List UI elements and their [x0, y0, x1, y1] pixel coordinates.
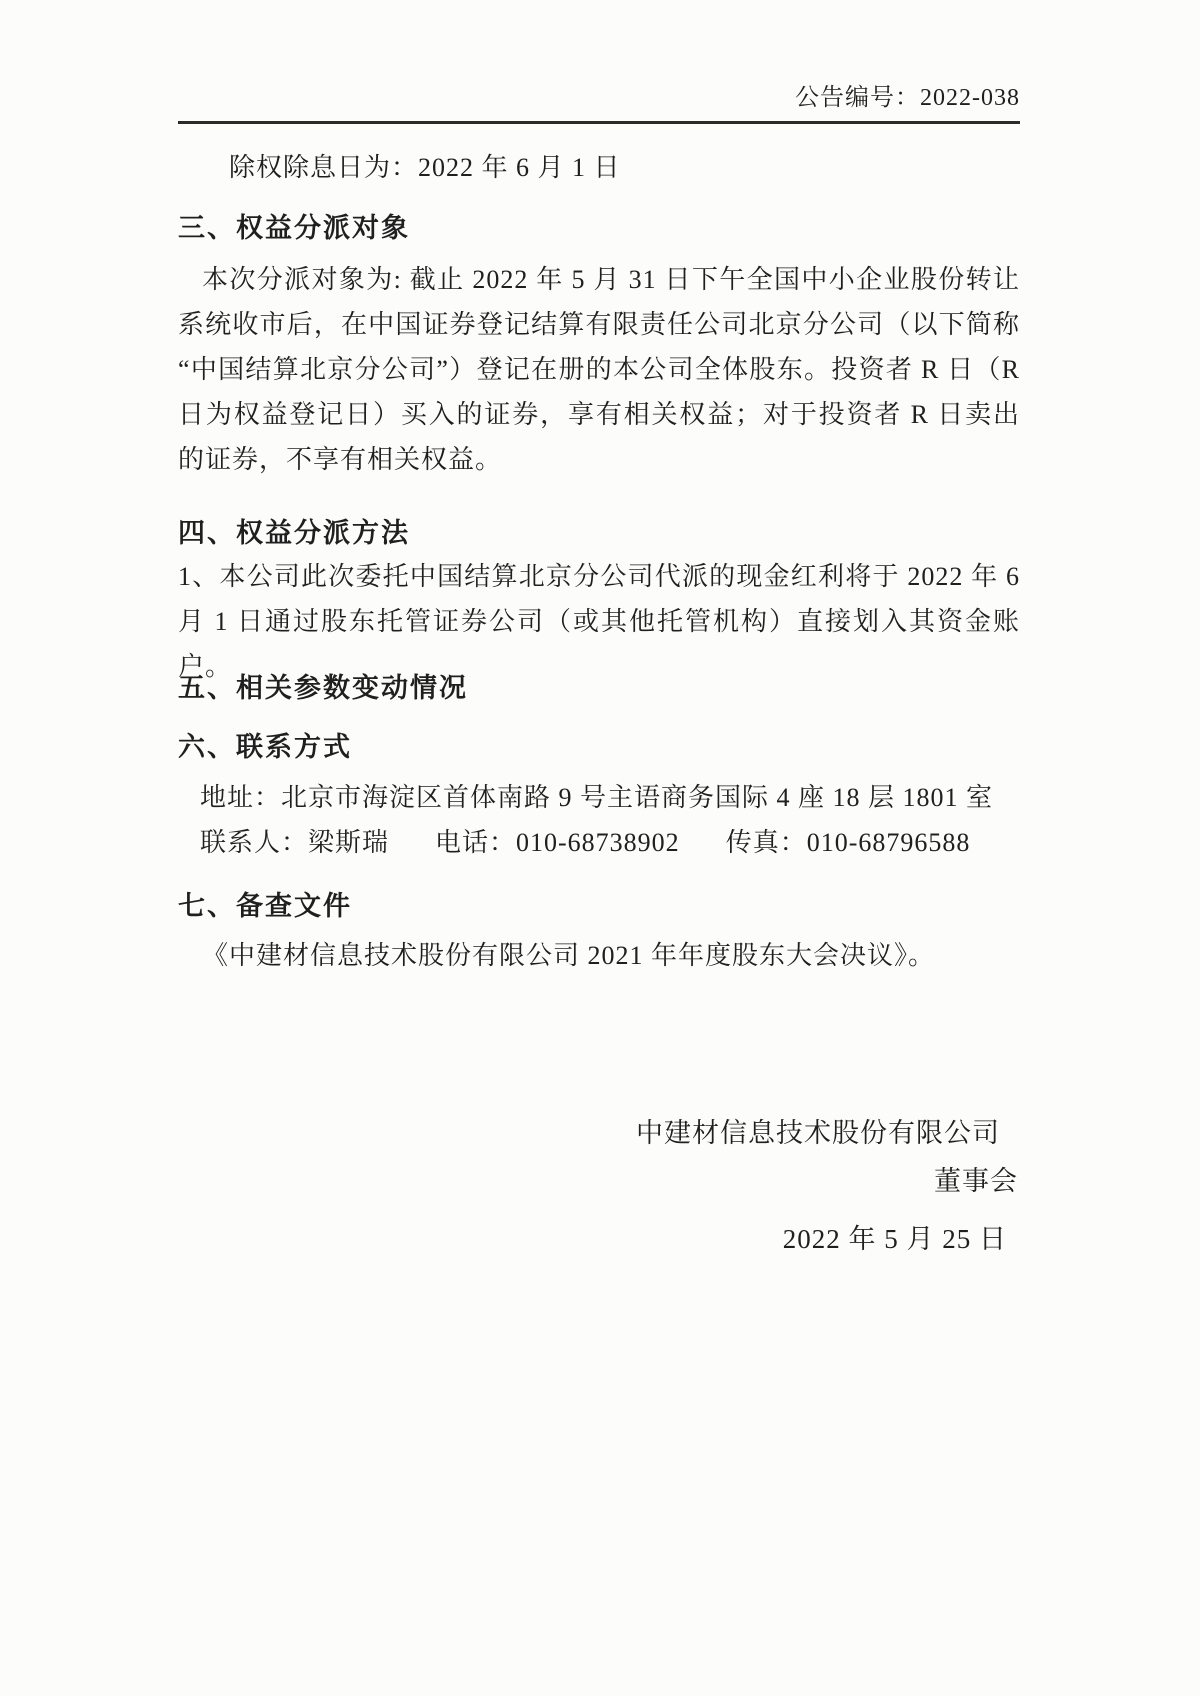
section-6-title: 六、联系方式	[178, 732, 352, 763]
announcement-number: 公告编号：2022-038	[795, 85, 1020, 111]
reference-document-line: 《中建材信息技术股份有限公司 2021 年年度股东大会决议》。	[202, 941, 936, 970]
contact-fax: 传真：010-68796588	[725, 828, 971, 857]
section-4-title: 四、权益分派方法	[178, 518, 410, 549]
header-rule	[178, 121, 1020, 124]
section-4-paragraph: 1、本公司此次委托中国结算北京分公司代派的现金红利将于 2022 年 6 月 1 日通过股东托管证券公司（或其他托管机构）直接划入其资金账户。	[178, 562, 1020, 681]
contact-person: 联系人：梁斯瑞	[200, 828, 390, 857]
signature-board-of-directors: 董事会	[934, 1166, 1018, 1196]
contact-info-line	[200, 823, 1020, 863]
section-5-title: 五、相关参数变动情况	[178, 673, 468, 704]
section-3-paragraph: 本次分派对象为: 截止 2022 年 5 月 31 日下午全国中小企业股份转让系统收市后，在中国证券登记结算有限责任公司北京分公司（以下简称“中国结算北京分公司”）登记在册的本公司全体股东。投资者 R 日（R 日为权益登记日）买入的证券，享有相关权益；对于投资者 R 日卖出的证券，不享有相关权益。	[178, 265, 1020, 474]
signature-date: 2022 年 5 月 25 日	[782, 1224, 1007, 1254]
section-7-title: 七、备查文件	[178, 891, 352, 922]
ex-dividend-date-line: 除权除息日为：2022 年 6 月 1 日	[229, 153, 621, 182]
contact-address-line: 地址：北京市海淀区首体南路 9 号主语商务国际 4 座 18 层 1801 室	[200, 783, 994, 812]
contact-phone: 电话：010-68738902	[435, 828, 680, 857]
signature-company-name: 中建材信息技术股份有限公司	[636, 1118, 1000, 1148]
section-3-title: 三、权益分派对象	[178, 213, 410, 244]
